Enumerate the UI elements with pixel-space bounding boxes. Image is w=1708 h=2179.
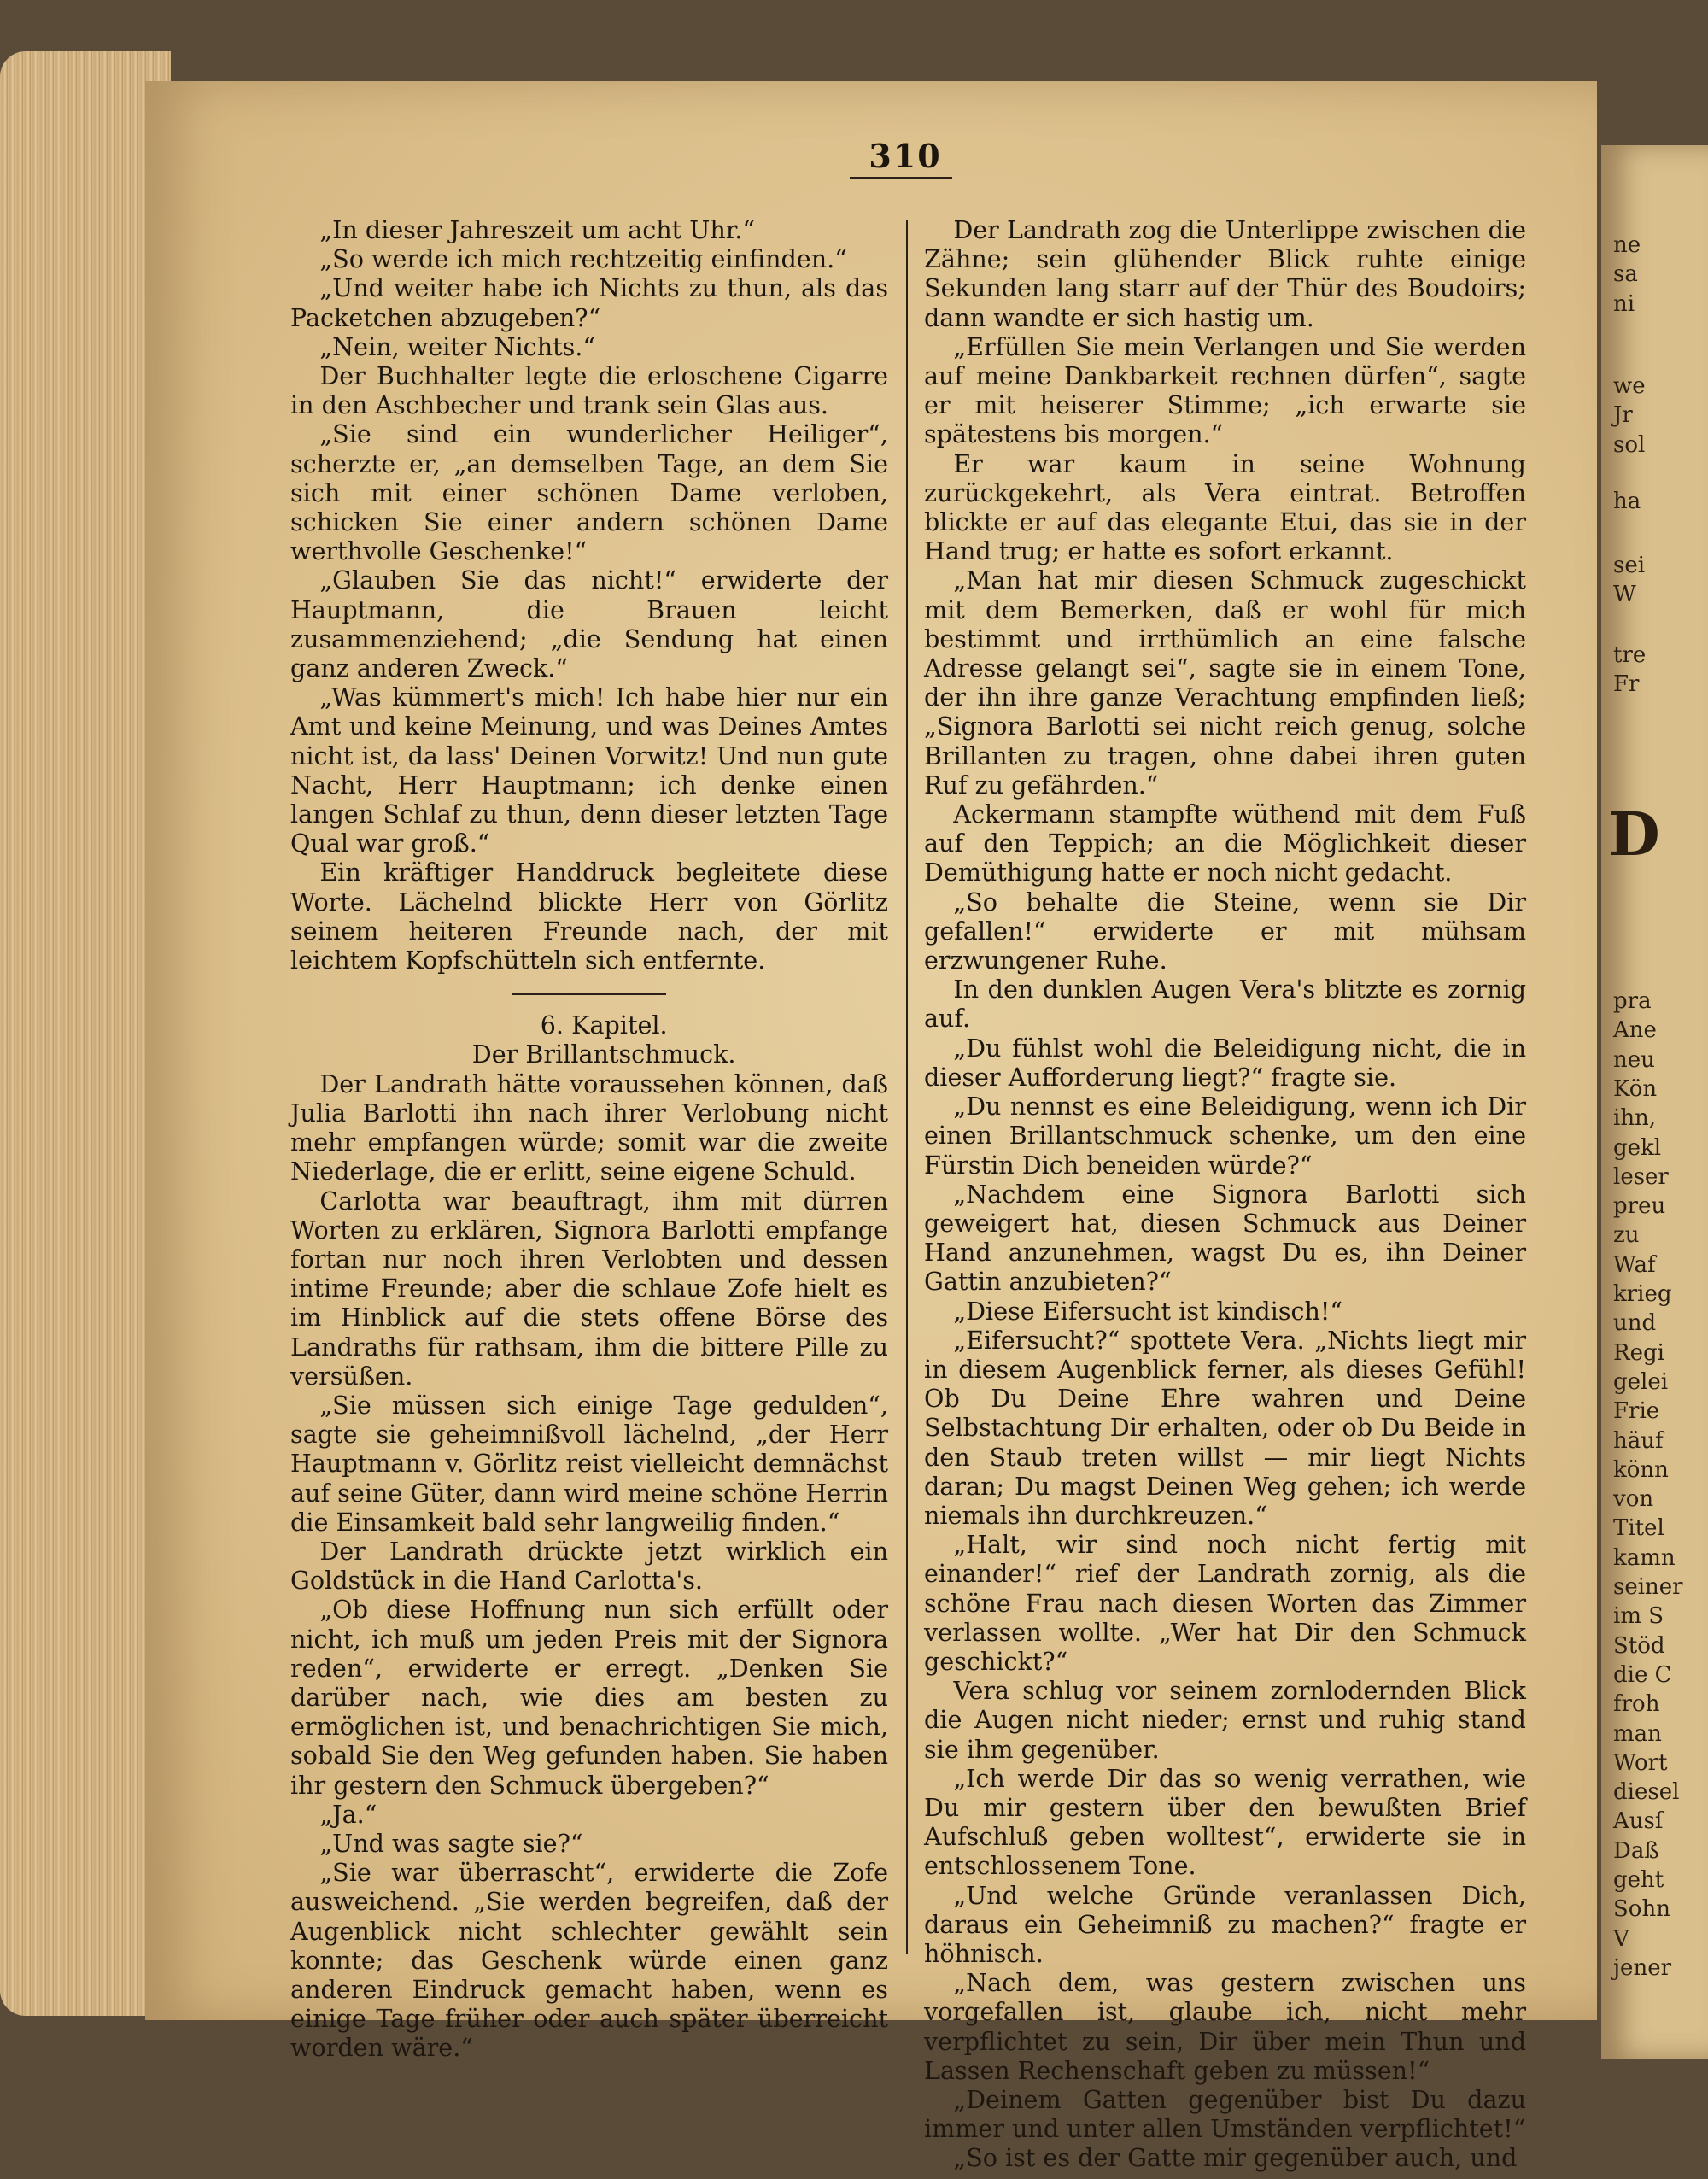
paragraph: Ein kräftiger Handdruck begleitete diese Worte. Lächelnd blickte Herr von Görlitz seinem heiteren Freunde nach, der mit leichtem Kopfschütteln sich entfernte.	[290, 858, 888, 975]
paragraph: „Deinem Gatten gegenüber bist Du dazu immer und unter allen Umständen verpflichtet!“	[924, 2085, 1526, 2144]
adjacent-page-fragment: Ane	[1613, 1017, 1657, 1044]
adjacent-page-fragment: zu	[1613, 1222, 1640, 1249]
adjacent-page-fragment: und	[1613, 1310, 1657, 1337]
adjacent-page-fragment: die C	[1613, 1661, 1672, 1688]
paragraph: „Nein, weiter Nichts.“	[319, 331, 595, 361]
column-divider	[906, 220, 908, 1954]
paragraph: „Glauben Sie das nicht!“ erwiderte der Hauptmann, die Brauen leicht zusammenziehend; „die Sendung hat einen ganz anderen Zweck.“	[290, 565, 888, 683]
adjacent-page-fragment: Frie	[1613, 1398, 1660, 1425]
adjacent-page-fragment: könn	[1613, 1456, 1669, 1483]
adjacent-page-edge	[1601, 145, 1708, 2059]
adjacent-page-fragment: sa	[1613, 261, 1638, 288]
adjacent-page-fragment: preu	[1613, 1193, 1666, 1220]
adjacent-page-fragment: W	[1613, 582, 1636, 608]
chapter-number: 6. Kapitel.	[540, 1010, 668, 1040]
adjacent-page-fragment: kamn	[1613, 1544, 1676, 1571]
paragraph: „So ist es der Gatte mir gegenüber auch, und	[953, 2143, 1518, 2173]
paragraph: „Ob diese Hoffnung nun sich erfüllt oder nicht, ich muß um jeden Preis mit der Signora reden“, erwiderte er erregt. „Denken Sie darüber nach, wie dies am besten zu ermöglichen ist, und benachrichtigen Sie mich, sobald Sie den Weg gefunden haben. Sie haben ihr gestern den Schmuck übergeben?“	[290, 1595, 888, 1800]
adjacent-page-fragment: Regi	[1613, 1339, 1664, 1366]
right-column	[924, 215, 1526, 2173]
adjacent-page-fragment: Sohn	[1613, 1896, 1670, 1923]
section-divider	[512, 993, 666, 995]
adjacent-page-fragment: von	[1613, 1486, 1654, 1513]
adjacent-page-fragment: V	[1613, 1925, 1629, 1952]
adjacent-page-fragment: Daß	[1613, 1837, 1659, 1864]
paragraph: „So werde ich mich rechtzeitig einfinden.“	[319, 244, 847, 274]
adjacent-page-fragment: ne	[1613, 232, 1641, 258]
paragraph: „Und weiter habe ich Nichts zu thun, als das Packetchen abzugeben?“	[290, 273, 888, 332]
paragraph: „Ja.“	[319, 1799, 377, 1829]
paragraph: „Ich werde Dir das so wenig verrathen, wie Du mir gestern über den bewußten Brief Aufschluß geben wolltest“, erwiderte sie in entschlossenem Tone.	[924, 1763, 1526, 1881]
adjacent-page-fragment: froh	[1613, 1691, 1660, 1718]
paragraph: In den dunklen Augen Vera's blitzte es zornig auf.	[924, 975, 1526, 1034]
page-number-rule	[850, 177, 952, 179]
paragraph: Der Landrath hätte voraussehen können, daß Julia Barlotti ihn nach ihrer Verlobung nicht mehr empfangen würde; somit war die zweite Niederlage, die er erlitt, seine eigene Schuld.	[290, 1069, 888, 1186]
adjacent-page-fragment: diesel	[1613, 1779, 1680, 1806]
paragraph: Der Landrath zog die Unterlippe zwischen die Zähne; sein glühender Blick ruhte einige Sekunden lang starr auf der Thür des Boudoirs; dann wandte er sich hastig um.	[924, 215, 1526, 332]
adjacent-page-fragment: Waf	[1613, 1251, 1656, 1278]
adjacent-page-fragment: Kön	[1613, 1075, 1658, 1102]
paragraph: „Sie müssen sich einige Tage gedulden“, sagte sie geheimnißvoll lächelnd, „der Herr Hauptmann v. Görlitz reist vielleicht demnächst auf seine Güter, dann wird meine schöne Herrin die Einsamkeit bald sehr langweilig finden.“	[290, 1390, 888, 1537]
paragraph: „Diese Eifersucht ist kindisch!“	[953, 1296, 1343, 1326]
adjacent-page-fragment: seiner	[1613, 1574, 1683, 1600]
paragraph: „Sie war überrascht“, erwiderte die Zofe ausweichend. „Sie werden begreifen, daß der Augenblick nicht schlechter gewählt sein konnte; das Geschenk würde einen ganz anderen Eindruck gemacht haben, wenn es einige Tage früher oder auch später überreicht worden wäre.“	[290, 1858, 888, 2063]
adjacent-page-fragment: ni	[1613, 290, 1635, 317]
adjacent-page-fragment: Titel	[1613, 1515, 1664, 1542]
paragraph: Ackermann stampfte wüthend mit dem Fuß auf den Teppich; an die Möglichkeit dieser Demüthigung hatte er noch nicht gedacht.	[924, 800, 1526, 887]
adjacent-page-fragment: jener	[1613, 1954, 1672, 1981]
adjacent-page-fragment: tre	[1613, 642, 1647, 668]
adjacent-page-fragment: ha	[1613, 489, 1641, 514]
paragraph: „Man hat mir diesen Schmuck zugeschickt mit dem Bemerken, daß er wohl für mich bestimmt und irrthümlich an eine falsche Adresse gelangt sei“, sagte sie in einem Tone, der ihn ihre ganze Verachtung empfinden ließ; „Signora Barlotti sei nicht reich genug, solche Brillanten zu tragen, ohne dabei ihren guten Ruf zu gefährden.“	[924, 565, 1526, 800]
adjacent-page-fragment: Ausſ	[1613, 1808, 1664, 1835]
adjacent-page-fragment: Jr	[1613, 402, 1633, 429]
paragraph: Er war kaum in seine Wohnung zurückgekehrt, als Vera eintrat. Betroffen blickte er auf das elegante Etui, das sie in der Hand trug; er hatte es sofort erkannt.	[924, 448, 1526, 566]
left-column-text-after	[290, 1069, 888, 2063]
adjacent-page-fragment: häuf	[1613, 1427, 1664, 1454]
adjacent-page-fragment: man	[1613, 1720, 1662, 1747]
adjacent-page-fragment: im S	[1613, 1603, 1664, 1630]
adjacent-page-fragment: leser	[1613, 1163, 1669, 1190]
adjacent-page-initial: D	[1608, 799, 1660, 870]
paragraph: „Du nennst es eine Beleidigung, wenn ich Dir einen Brillantschmuck schenke, um den eine Fürstin Dich beneiden würde?“	[924, 1092, 1526, 1180]
adjacent-page-fragment: sei	[1613, 553, 1646, 578]
paragraph: „In dieser Jahreszeit um acht Uhr.“	[319, 215, 755, 244]
paragraph: „Und welche Gründe veranlassen Dich, daraus ein Geheimniß zu machen?“ fragte er höhnisch.	[924, 1880, 1526, 1968]
paragraph: „Eifersucht?“ spottete Vera. „Nichts liegt mir in diesem Augenblick ferner, als dieses Gefühl! Ob Du Deine Ehre wahren und Deine Selbstachtung Dir erhalten, oder ob Du Beide in den Staub treten willst — mir liegt Nichts daran; Du magst Deinen Weg gehen; ich werde niemals ihn durchkreuzen.“	[924, 1325, 1526, 1530]
adjacent-page-fragment: Wort	[1613, 1749, 1668, 1776]
paragraph: „So behalte die Steine, wenn sie Dir gefallen!“ erwiderte er mit mühsam erzwungener Ruhe.	[924, 887, 1526, 975]
adjacent-page-fragment: neu	[1613, 1046, 1655, 1073]
left-column-text-before	[290, 215, 888, 975]
adjacent-page-fragment: geht	[1613, 1867, 1664, 1893]
paragraph: „Du fühlst wohl die Beleidigung nicht, die in dieser Aufforderung liegt?“ fragte sie.	[924, 1033, 1526, 1092]
adjacent-page-fragment: pra	[1613, 988, 1652, 1014]
paragraph: „Was kümmert's mich! Ich habe hier nur ein Amt und keine Meinung, und was Deines Amtes nicht ist, da lass' Deinen Vorwitz! Und nun gute Nacht, Herr Hauptmann; ich denke einen langen Schlaf zu thun, denn dieser letzten Tage Qual war groß.“	[290, 682, 888, 858]
page-number: 310	[869, 137, 942, 175]
adjacent-page-fragment: gekl	[1613, 1134, 1662, 1161]
paragraph: „Und was sagte sie?“	[319, 1828, 583, 1858]
adjacent-page-fragment: we	[1613, 373, 1646, 399]
adjacent-page-fragment: krieg	[1613, 1281, 1672, 1307]
adjacent-page-fragment: Stöd	[1613, 1632, 1665, 1659]
paragraph: Carlotta war beauftragt, ihm mit dürren Worten zu erklären, Signora Barlotti empfange fortan nur noch ihren Verlobten und dessen intime Freunde; aber die schlaue Zofe hielt es im Hinblick auf die stets offene Börse des Landraths für rathsam, ihm die bittere Pille zu versüßen.	[290, 1186, 888, 1391]
paragraph: „Halt, wir sind noch nicht fertig mit einander!“ rief der Landrath zornig, als die schöne Frau nach diesen Worten das Zimmer verlassen wollte. „Wer hat Dir den Schmuck geschickt?“	[924, 1530, 1526, 1676]
paragraph: Vera schlug vor seinem zornlodernden Blick die Augen nicht nieder; ernst und ruhig stand sie ihm gegenüber.	[924, 1676, 1526, 1764]
adjacent-page-fragment: ihn,	[1613, 1105, 1657, 1132]
paragraph: „Sie sind ein wunderlicher Heiliger“, scherzte er, „an demselben Tage, an dem Sie sich mit einer schönen Dame verloben, schicken Sie einer andern schönen Dame werthvolle Geschenke!“	[290, 419, 888, 566]
paragraph: Der Buchhalter legte die erloschene Cigarre in den Aschbecher und trank sein Glas aus.	[290, 361, 888, 420]
chapter-title: Der Brillantschmuck.	[471, 1040, 736, 1069]
paragraph: „Nachdem eine Signora Barlotti sich geweigert hat, diesen Schmuck aus Deiner Hand anzunehmen, wagst Du es, ihn Deiner Gattin anzubieten?“	[924, 1179, 1526, 1297]
paragraph: „Erfüllen Sie mein Verlangen und Sie werden auf meine Dankbarkeit rechnen dürfen“, sagte er mit heiserer Stimme; „ich erwarte sie spätestens bis morgen.“	[924, 331, 1526, 449]
adjacent-page-fragment: gelei	[1613, 1368, 1669, 1395]
adjacent-page-fragment: sol	[1613, 431, 1646, 458]
paragraph: Der Landrath drückte jetzt wirklich ein Goldstück in die Hand Carlotta's.	[290, 1536, 888, 1596]
left-column	[290, 215, 888, 2063]
adjacent-page-fragment: Fr	[1613, 671, 1640, 698]
paragraph: „Nach dem, was gestern zwischen uns vorgefallen ist, glaube ich, nicht mehr verpflichtet zu sein, Dir über mein Thun und Lassen Rechenschaft geben zu müssen!“	[924, 1968, 1526, 2085]
